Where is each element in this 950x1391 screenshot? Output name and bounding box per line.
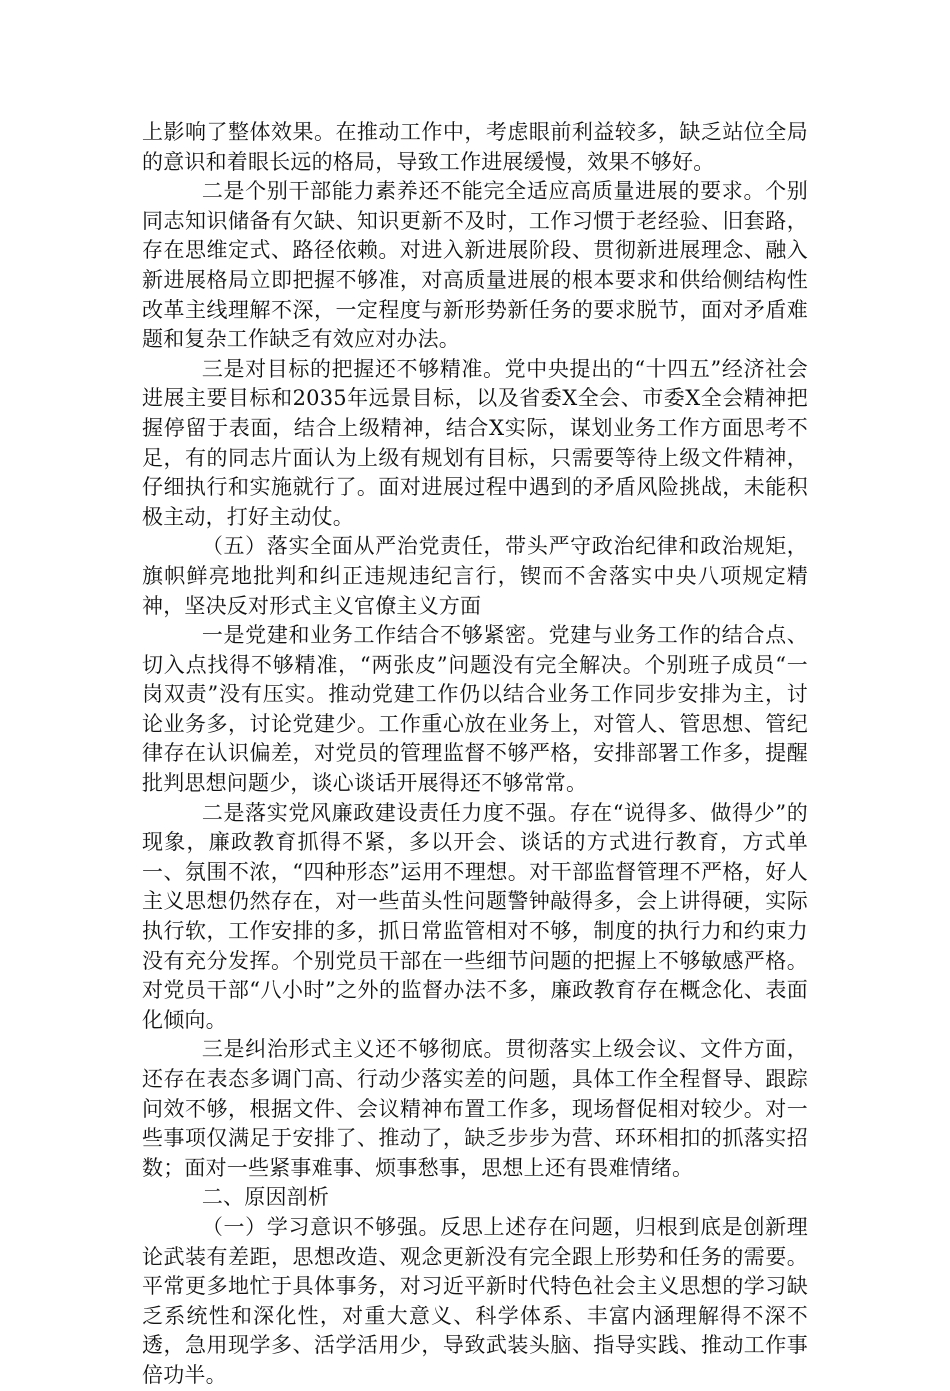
- paragraph-continuation: 上影响了整体效果。在推动工作中，考虑眼前利益较多，缺乏站位全局的意识和着眼长远的格局，导致工作进展缓慢，效果不够好。: [142, 120, 808, 174]
- paragraph-learning: （一）学习意识不够强。反思上述存在问题，归根到底是创新理论武装有差距，思想改造、观念更新没有完全跟上形势和任务的需要。平常更多地忙于具体事务，对习近平新时代特色社会主义思想的学习缺乏系统性和深化性，对重大意义、科学体系、丰富内涵理解得不深不透，急用现学多、活学活用少，导致武装头脑、指导实践、推动工作事倍功半。: [142, 1214, 808, 1387]
- section-heading-party-discipline: （五）落实全面从严治党责任，带头严守政治纪律和政治规矩，旗帜鲜亮地批判和纠正违规违纪言行，锲而不舍落实中央八项规定精神，坚决反对形式主义官僚主义方面: [142, 534, 808, 618]
- paragraph-formalism: 三是纠治形式主义还不够彻底。贯彻落实上级会议、文件方面，还存在表态多调门高、行动少落实差的问题，具体工作全程督导、跟踪问效不够，根据文件、会议精神布置工作多，现场督促相对较少。对一些事项仅满足于安排了、推动了，缺乏步步为营、环环相扣的抓落实招数；面对一些紧事难事、烦事愁事，思想上还有畏难情绪。: [142, 1037, 808, 1180]
- document-page: [142, 118, 808, 1391]
- paragraph-goal-grasp: 三是对目标的把握还不够精准。党中央提出的“十四五”经济社会进展主要目标和2035年远景目标，以及省委X全会、市委X全会精神把握停留于表面，结合上级精神，结合X实际，谋划业务工作方面思考不足，有的同志片面认为上级有规划有目标，只需要等待上级文件精神，仔细执行和实施就行了。面对进展过程中遇到的矛盾风险挑战，未能积极主动，打好主动仗。: [142, 356, 808, 529]
- paragraph-ability: 二是个别干部能力素养还不能完全适应高质量进展的要求。个别同志知识储备有欠缺、知识更新不及时，工作习惯于老经验、旧套路，存在思维定式、路径依赖。对进入新进展阶段、贯彻新进展理念、融入新进展格局立即把握不够准，对高质量进展的根本要求和供给侧结构性改革主线理解不深，一定程度与新形势新任务的要求脱节，面对矛盾难题和复杂工作缺乏有效应对办法。: [142, 179, 808, 352]
- paragraph-integrity: 二是落实党风廉政建设责任力度不强。存在“说得多、做得少”的现象，廉政教育抓得不紧，多以开会、谈话的方式进行教育，方式单一、氛围不浓，“四种形态”运用不理想。对干部监督管理不严格，好人主义思想仍然存在，对一些苗头性问题警钟敲得多，会上讲得硬，实际执行软，工作安排的多，抓日常监管相对不够，制度的执行力和约束力没有充分发挥。个别党员干部在一些细节问题的把握上不够敏感严格。对党员干部“八小时”之外的监督办法不多，廉政教育存在概念化、表面化倾向。: [142, 800, 808, 1032]
- section-heading-cause-analysis: 二、原因剖析: [201, 1185, 330, 1210]
- paragraph-party-building: 一是党建和业务工作结合不够紧密。党建与业务工作的结合点、切入点找得不够精准，“两张皮”问题没有完全解决。个别班子成员“一岗双责”没有压实。推动党建工作仍以结合业务工作同步安排为主，讨论业务多，讨论党建少。工作重心放在业务上，对管人、管思想、管纪律存在认识偏差，对党员的管理监督不够严格，安排部署工作多，提醒批判思想问题少，谈心谈话开展得还不够常常。: [142, 623, 808, 796]
